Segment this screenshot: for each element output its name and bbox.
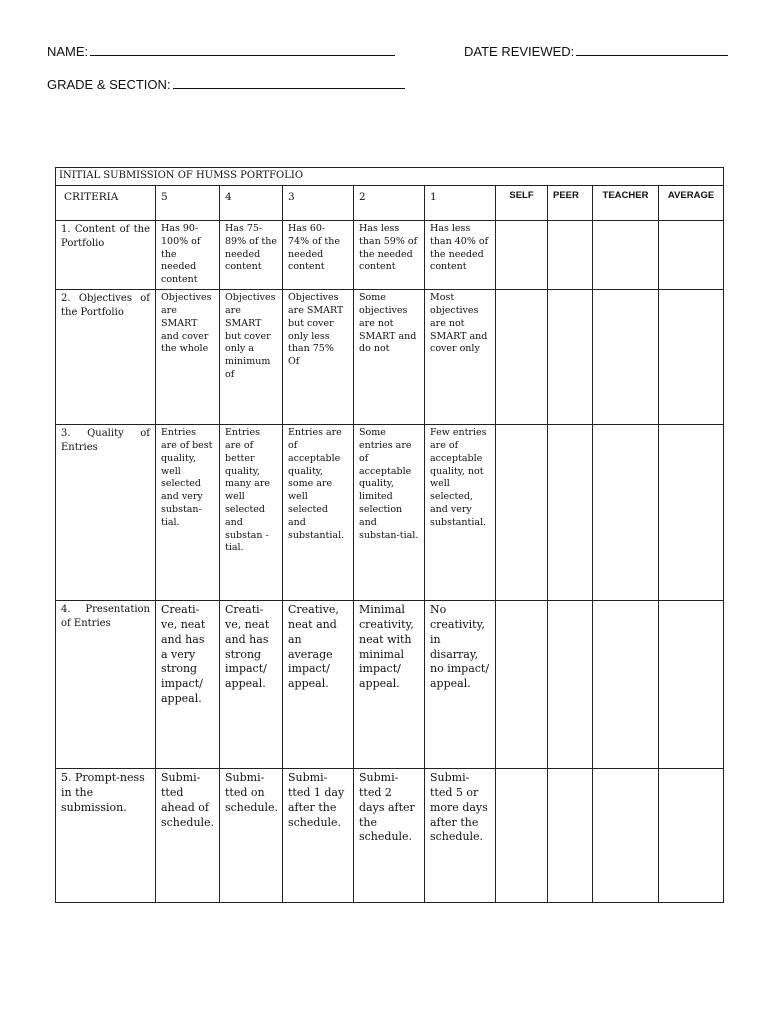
quality-average-cell[interactable] <box>659 425 724 601</box>
promptness-score-5: Submi-tted ahead of schedule. <box>156 769 220 903</box>
rubric-table <box>55 167 724 903</box>
header-peer: PEER <box>548 186 593 221</box>
objectives-self-cell[interactable] <box>496 290 548 425</box>
name-label: NAME: <box>47 44 89 59</box>
objectives-average-cell[interactable] <box>659 290 724 425</box>
header-score-3: 3 <box>283 186 354 221</box>
content-score-2: Has less than 59% of the needed content <box>354 221 425 290</box>
header-average: AVERAGE <box>659 186 724 221</box>
header-row <box>56 186 724 221</box>
objectives-score-1: Most objectives are not SMART and cover only <box>425 290 496 425</box>
promptness-teacher-cell[interactable] <box>593 769 659 903</box>
table-row-quality <box>56 425 724 601</box>
table-row-content <box>56 221 724 290</box>
presentation-self-cell[interactable] <box>496 601 548 769</box>
quality-self-cell[interactable] <box>496 425 548 601</box>
date-reviewed-field <box>464 44 728 59</box>
content-score-1: Has less than 40% of the needed content <box>425 221 496 290</box>
criteria-objectives: 2. Objectives of the Portfolio <box>56 290 156 425</box>
table-row-presentation <box>56 601 724 769</box>
header-criteria: CRITERIA <box>56 186 156 221</box>
grade-section-field <box>47 77 405 92</box>
presentation-average-cell[interactable] <box>659 601 724 769</box>
promptness-peer-cell[interactable] <box>548 769 593 903</box>
promptness-average-cell[interactable] <box>659 769 724 903</box>
presentation-peer-cell[interactable] <box>548 601 593 769</box>
quality-score-1: Few entries are of acceptable quality, not well selected, and very substantial. <box>425 425 496 601</box>
criteria-promptness: 5. Prompt-ness in the submission. <box>56 769 156 903</box>
promptness-score-3: Submi-tted 1 day after the schedule. <box>283 769 354 903</box>
objectives-score-5: Objectives are SMART and cover the whole <box>156 290 220 425</box>
table-row-objectives <box>56 290 724 425</box>
header-teacher: TEACHER <box>593 186 659 221</box>
content-peer-cell[interactable] <box>548 221 593 290</box>
quality-peer-cell[interactable] <box>548 425 593 601</box>
objectives-score-3: Objectives are SMART but cover only less than 75% Of <box>283 290 354 425</box>
objectives-score-4: Objectives are SMART but cover only a minimum of <box>220 290 283 425</box>
content-score-5: Has 90-100% of the needed content <box>156 221 220 290</box>
objectives-peer-cell[interactable] <box>548 290 593 425</box>
quality-score-5: Entries are of best quality, well selected and very substan-tial. <box>156 425 220 601</box>
presentation-teacher-cell[interactable] <box>593 601 659 769</box>
header-score-1: 1 <box>425 186 496 221</box>
grade-section-label: GRADE & SECTION: <box>47 77 171 92</box>
date-reviewed-label: DATE REVIEWED: <box>464 44 575 59</box>
promptness-self-cell[interactable] <box>496 769 548 903</box>
presentation-score-4: Creati-ve, neat and has strong impact/ appeal. <box>220 601 283 769</box>
content-score-3: Has 60- 74% of the needed content <box>283 221 354 290</box>
content-score-4: Has 75-89% of the needed content <box>220 221 283 290</box>
quality-score-3: Entries are of acceptable quality, some are well selected and substantial. <box>283 425 354 601</box>
presentation-score-1: No creativity, in disarray, no impact/ appeal. <box>425 601 496 769</box>
table-title: INITIAL SUBMISSION OF HUMSS PORTFOLIO <box>56 168 724 186</box>
presentation-score-3: Creative, neat and an average impact/ appeal. <box>283 601 354 769</box>
header-score-2: 2 <box>354 186 425 221</box>
promptness-score-1: Submi-tted 5 or more days after the schedule. <box>425 769 496 903</box>
promptness-score-4: Submi-tted on schedule. <box>220 769 283 903</box>
content-average-cell[interactable] <box>659 221 724 290</box>
objectives-score-2: Some objectives are not SMART and do not <box>354 290 425 425</box>
criteria-presentation: 4. Presentation of Entries <box>56 601 156 769</box>
quality-score-4: Entries are of better quality, many are well selected and substan -tial. <box>220 425 283 601</box>
presentation-score-2: Minimal creativity, neat with minimal impact/ appeal. <box>354 601 425 769</box>
grade-section-blank-line[interactable] <box>173 77 405 89</box>
criteria-quality: 3. Quality of Entries <box>56 425 156 601</box>
promptness-score-2: Submi-tted 2 days after the schedule. <box>354 769 425 903</box>
header-self: SELF <box>496 186 548 221</box>
content-self-cell[interactable] <box>496 221 548 290</box>
header-score-5: 5 <box>156 186 220 221</box>
quality-score-2: Some entries are of acceptable quality, limited selection and substan-tial. <box>354 425 425 601</box>
header-score-4: 4 <box>220 186 283 221</box>
name-blank-line[interactable] <box>90 44 395 56</box>
date-reviewed-blank-line[interactable] <box>576 44 728 56</box>
presentation-score-5: Creati-ve, neat and has a very strong impact/ appeal. <box>156 601 220 769</box>
table-row-promptness <box>56 769 724 903</box>
quality-teacher-cell[interactable] <box>593 425 659 601</box>
objectives-teacher-cell[interactable] <box>593 290 659 425</box>
content-teacher-cell[interactable] <box>593 221 659 290</box>
name-field <box>47 44 395 59</box>
criteria-content: 1. Content of the Portfolio <box>56 221 156 290</box>
